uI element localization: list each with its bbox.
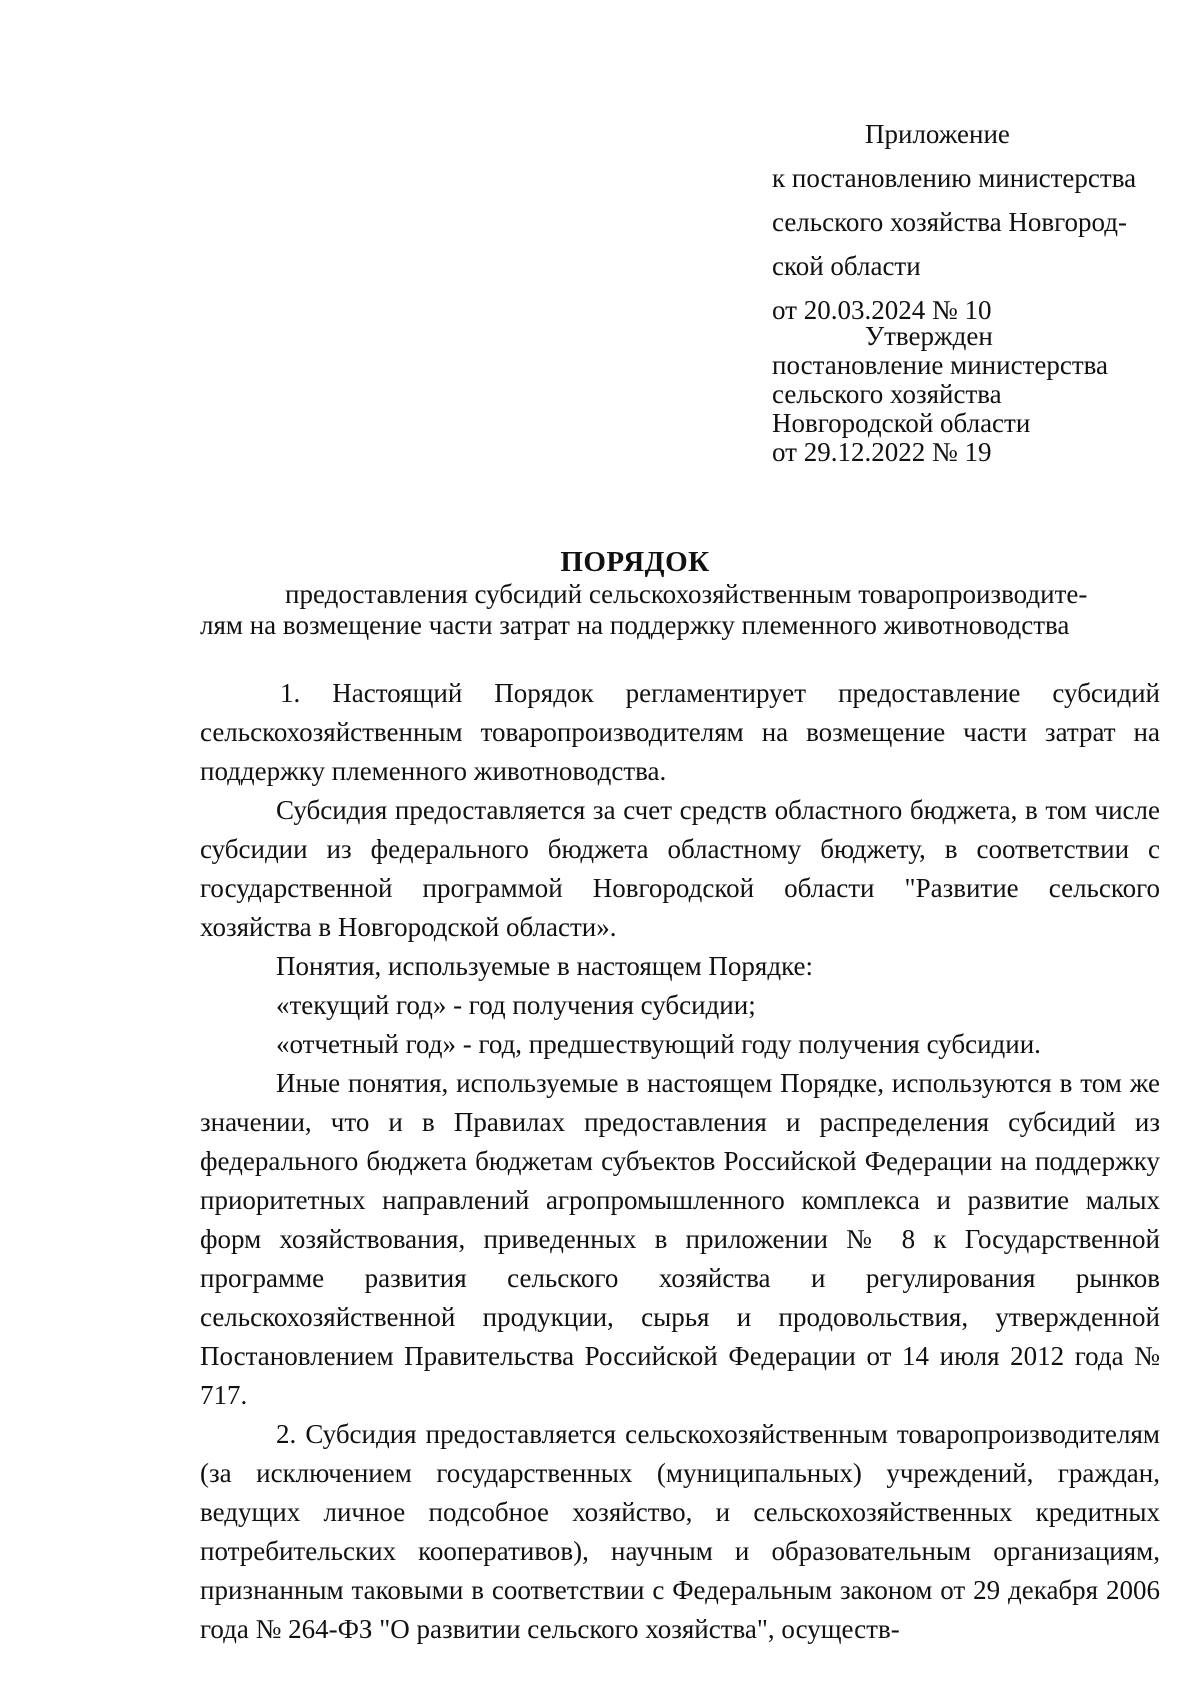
- paragraph: Субсидия предоставляется за счет средств областного бюджета, в том числе субсидии из федерального бюджета областному бюджету, в соответствии с государственной программой Новгородской области "Развитие сельского хозяйства в Новгородской области».: [200, 795, 1160, 942]
- approved-line: Новгородской области: [772, 408, 1031, 438]
- appendix-label: Приложение: [865, 119, 1010, 149]
- appendix-line: сельского хозяйства Новгород-: [772, 207, 1127, 237]
- subtitle-line: лям на возмещение части затрат на поддержку племенного животноводства: [200, 610, 1070, 640]
- paragraph: «текущий год» - год получения субсидии;: [276, 990, 756, 1020]
- appendix-line: к постановлению министерства: [772, 163, 1137, 193]
- approved-line: сельского хозяйства: [772, 379, 1002, 409]
- document-subtitle: [200, 579, 1160, 641]
- paragraph: 1. Настоящий Порядок регламентирует предоставление субсидий сельскохозяйственным товаропроизводителям на возмещение части затрат на поддержку племенного животноводства.: [200, 678, 1160, 786]
- paragraph: 2. Субсидия предоставляется сельскохозяйственным товаропроизводителям (за исключением государственных (муниципальных) учреждений, граждан, ведущих личное подсобное хозяйство, и сельскохозяйственных кредитных потребительских кооперативов), научным и образовательным организациям, признанным таковыми в соответствии с Федеральным законом от 29 декабря 2006 года № 264-ФЗ "О развитии сельского хозяйства", осуществ-: [200, 1419, 1160, 1644]
- paragraph: Понятия, используемые в настоящем Порядке:: [276, 951, 813, 981]
- subtitle-line: предоставления субсидий сельскохозяйственным товаропроизводите-: [285, 579, 1088, 609]
- approved-header: [772, 322, 1162, 467]
- appendix-date-number: от 20.03.2024 № 10: [772, 295, 992, 325]
- paragraph: Иные понятия, используемые в настоящем Порядке, используются в том же значении, что и в Правилах предоставления и распределения субсидий из федерального бюджета бюджетам субъектов Российской Федерации на поддержку приоритетных направлений агропромышленного комплекса и развитие малых форм хозяйствования, приведенных в приложении № 8 к Государственной программе развития сельского хозяйства и регулирования рынков сельскохозяйственной продукции, сырья и продовольствия, утвержденной Постановлением Правительства Российской Федерации от 14 июля 2012 года № 717.: [200, 1068, 1160, 1410]
- appendix-header: [772, 112, 1162, 332]
- approved-label: Утвержден: [865, 321, 993, 351]
- document-title: ПОРЯДОК: [560, 546, 710, 578]
- document-body: [200, 674, 1160, 1649]
- appendix-line: ской области: [772, 251, 921, 281]
- paragraph: «отчетный год» - год, предшествующий году получения субсидии.: [276, 1029, 1041, 1059]
- approved-line: постановление министерства: [772, 350, 1109, 380]
- approved-date-number: от 29.12.2022 № 19: [772, 437, 992, 467]
